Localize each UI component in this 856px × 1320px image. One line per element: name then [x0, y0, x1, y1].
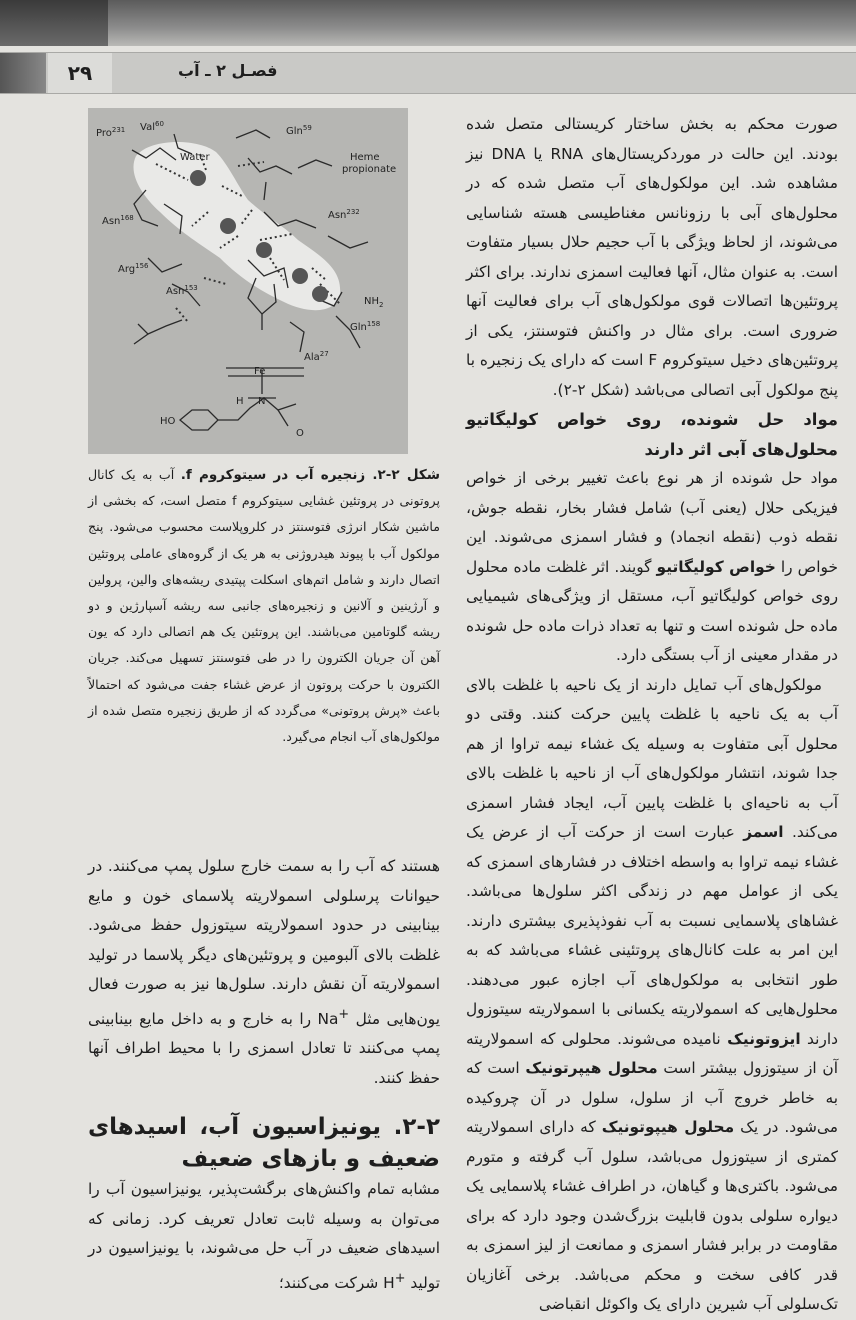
label-propionate: propionate — [342, 164, 397, 175]
caption-title: شکل ۲-۲. زنجیره آب در سیتوکروم f. — [180, 467, 440, 483]
right-column — [466, 110, 838, 1320]
label-asn232: Asn$^{232}$ — [328, 208, 360, 221]
header-dark-bar — [0, 53, 46, 93]
label-o: O — [296, 428, 304, 439]
paragraph-ionization: مشابه تمام واکنش‌های برگشت‌پذیر، یونیزاسیون آب را می‌توان به وسیله ثابت تعادل تعریف کرد. زمانی که اسیدهای ضعیف در آب حل می‌شوند، با یونیزاسیون در تولید H+ شرکت می‌کنند؛ — [88, 1180, 440, 1292]
label-nh2: $NH_2$ — [364, 296, 384, 309]
section-title: ۲-۲. یونیزاسیون آب، اسیدهای ضعیف و بازهای ضعیف — [88, 1114, 440, 1173]
water-chain-highlight — [133, 142, 340, 310]
term-isotonic: ایزوتونیک — [727, 1029, 801, 1048]
paragraph-colligative: مواد حل شونده از هر نوع باعث تغییر برخی از خواص فیزیکی حلال (یعنی آب) شامل فشار بخار، نقطه جوش، نقطه ذوب (نقطه انجماد) و فشار اسمزی می‌شوند. این خواص را خواص کولیگاتیو گویند. اثر غلظت ماده محلول روی خواص کولیگاتیو آب، مستقل از ویژگی‌های شیمیایی ماده حل شونده است و تنها به تعداد ذرات ماده حل شونده در مقدار معینی از آب بستگی دارد. — [466, 469, 839, 664]
chapter-title: فصـل ۲ ـ آب — [178, 61, 278, 80]
label-arg156: Arg$^{156}$ — [118, 262, 149, 275]
label-gln59: Gln$^{59}$ — [286, 124, 312, 137]
top-band — [0, 0, 856, 46]
figure-water-chain — [88, 108, 408, 454]
top-band-tab — [0, 0, 108, 46]
term-colligative: خواص کولیگاتیو — [656, 557, 776, 576]
running-header — [0, 52, 856, 94]
term-osmosis: اسمز — [743, 823, 784, 841]
label-heme: Heme — [350, 152, 380, 163]
label-gln158: Gln$^{158}$ — [350, 320, 381, 333]
label-n: N — [258, 396, 266, 407]
label-ho: HO — [160, 416, 176, 427]
label-h: H — [236, 396, 244, 407]
page-number: ۲۹ — [48, 53, 112, 93]
paragraph-water-binding: صورت محکم به بخش ساختار کریستالی متصل شده بودند. این حالت در موردکریستال‌های RNA یا DNA نیز مشاهده شد. این مولکول‌های آب متصل شده که در محلول‌های آبی با رزونانس مغناطیسی هسته شناسایی می‌شوند، از لحاظ ویژگی با آب حجیم حلال بسیار متفاوت است. به عنوان مثال، آنها فعالیت اسمزی ندارند. برای اکثر پروتئین‌ها اتصالات قوی مولکول‌های آب برای فعالیت آنها ضروری است. برای مثال در واکنش فتوسنتز، یکی از پروتئین‌های دخیل سیتوکروم F است که دارای یک زنجیره با پنج مولکول آبی اتصالی می‌باشد (شکل ۲-۲). — [466, 115, 839, 399]
label-asn153: Asn$^{153}$ — [166, 284, 198, 297]
label-pro231: Pro$^{231}$ — [96, 126, 126, 139]
label-fe: Fe — [254, 366, 266, 377]
caption-text: آب به یک کانال پروتونی در پروتئین غشایی سیتوکروم f متصل است، که بخشی از ماشین شکار انرژی فتوسنتز در کلروپلاست محسوب می‌شود. پنج مولکول آب با پیوند هیدروژنی به هر یک از گروه‌های عاملی پروتئین اتصال دارند و شامل اتم‌های اسکلت پپتیدی ریشه‌های والین، پرولین و آرژینین و آلانین و زنجیره‌های جانبی سه ریشه آسپارژین و دو ریشه گلوتامین می‌باشند. این پروتئین یک هم اتصالی دارد که یون آهن آن جریان الکترون را در طی فتوسنتز تسهیل می‌کند. جریان الکترون با حرکت پروتون از عرض غشاء جفت می‌شود که احتمالاً باعث «پرش پروتونی» می‌گردد که از طریق زنجیره متصل شده از مولکول‌های آب انجام می‌گیرد. — [88, 467, 441, 745]
label-asn168: Asn$^{168}$ — [102, 214, 134, 227]
term-hypotonic: محلول هیپوتونیک — [601, 1118, 735, 1136]
paragraph-osmosis: مولکول‌های آب تمایل دارند از یک ناحیه با غلظت بالای آب به یک ناحیه با غلظت پایین حرکت کنند. وقتی دو محلول آبی متفاوت به وسیله یک غشاء نیمه تراوا از هم جدا شوند، انتشار مولکول‌های آب از ناحیه با غلظت بالای آب به ناحیه‌ای با غلظت پایین آب، ایجاد فشار اسمزی می‌کند. اسمز عبارت است از حرکت آب از عرض یک غشاء نیمه تراوا به واسطه اختلاف در فشارهای اسمزی که یکی از عوامل مهم در زندگی اکثر سلول‌ها می‌باشد. غشاهای پلاسمایی نسبت به آب نفوذپذیری بیشتری دارند. این امر به علت کانال‌های پروتئینی غشاء می‌باشد که به طور انتخابی به مولکول‌های آب اجازه عبور می‌دهند. محلول‌هایی که اسمولاریته یکسانی با اسمولاریته سیتوزول دارند ایزوتونیک نامیده می‌شوند. محلولی که اسمولاریته آن از سیتوزول بیشتر است محلول هیپرتونیک است که به خاطر خروج آب از سلول، سلول در آن چروکیده می‌شود. در یک محلول هیپوتونیک که دارای اسمولاریته کمتری از سیتوزول می‌باشد، سلول آب گرفته و متورم می‌شود. باکتری‌ها و گیاهان، در اطراف غشاء پلاسمایی یک دیواره سلولی بدون قابلیت بزرگ‌شدن وجود دارد که برای مقاومت در برابر فشار اسمزی و ممانعت از لیز اسمزی به قدر کافی سخت و محکم می‌باشد. برخی آغازیان تک‌سلولی آب شیرین دارای یک واکوئل انقباضی — [466, 675, 838, 1313]
label-ala27: Ala$^{27}$ — [304, 350, 329, 363]
figure-caption — [88, 462, 440, 750]
term-hypertonic: محلول هیپرتونیک — [525, 1059, 658, 1077]
subheading-colligative: مواد حل شونده، روی خواص کولیگاتیو محلول‌های آبی اثر دارند — [466, 410, 838, 459]
label-val60: Val$^{60}$ — [140, 120, 164, 133]
paragraph-plasma-osmolarity: هستند که آب را به سمت خارج سلول پمپ می‌کنند. در حیوانات پرسلولی اسمولاریته پلاسمای خون و مایع بینابینی در حدود اسمولاریته سیتوزول حفظ می‌شود. غلظت بالای آلبومین و پروتئین‌های دیگر پلاسما در تولید اسمولاریته آن نقش دارند. سلول‌ها نیز به صورت فعال یون‌هایی مثل Na+ را به خارج و به داخل مایع بینابینی پمپ می‌کنند تا تعادل اسمزی را با محیط اطراف آنها حفظ کنند. — [88, 857, 440, 1087]
sodium-ion: Na+ — [317, 1006, 350, 1028]
left-column — [88, 852, 440, 1298]
label-water: Water — [180, 152, 210, 163]
molecule-diagram — [88, 108, 408, 454]
hydrogen-ion: H+ — [383, 1270, 406, 1292]
